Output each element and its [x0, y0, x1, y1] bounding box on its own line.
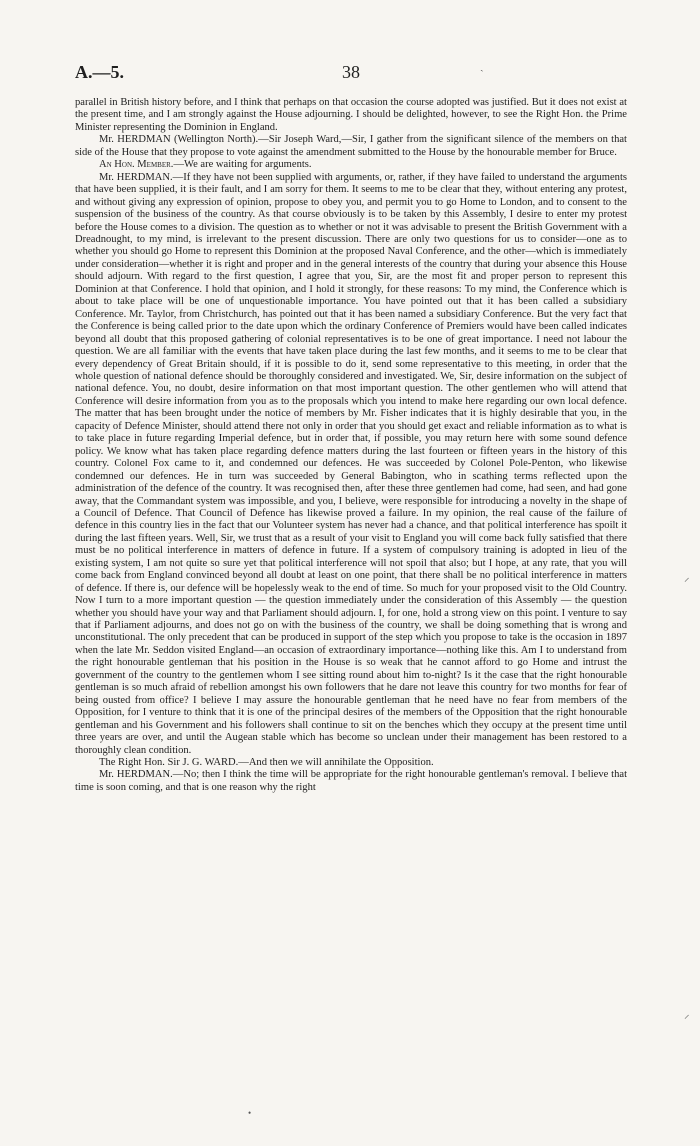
paragraph-text: parallel in British history before, and I think that perhaps on that occasion the course adopted was justified. But it does not exist at the present time, and I am strongly against the House adjourning. I should be delighted, however, to see the Right Hon. the Prime Minister representing the Dominion in England.	[75, 97, 627, 133]
speaker: Mr. HERDMAN (Wellington North).	[99, 134, 259, 146]
margin-mark: ˎ	[480, 60, 484, 72]
paragraph	[75, 757, 627, 769]
paragraph	[75, 769, 627, 794]
page-header	[0, 62, 700, 86]
paragraph-text: —We are waiting for arguments.	[173, 159, 312, 171]
speaker: An Hon. Member.	[99, 159, 174, 171]
paragraph-text: —No; then I think the time will be appropriate for the right honourable gentleman's removal. I believe that time is soon coming, and that is one reason why the right	[75, 769, 627, 793]
document-body	[75, 97, 627, 794]
ink-dot: •	[248, 1108, 252, 1118]
paper-reference: A.—5.	[75, 62, 124, 82]
speaker: Mr. HERDMAN.	[99, 769, 173, 781]
paragraph	[75, 134, 627, 159]
paragraph	[75, 172, 627, 757]
margin-mark: ⸝	[684, 572, 690, 584]
speaker: Mr. HERDMAN.	[99, 171, 173, 183]
speaker: The Right Hon. Sir J. G. WARD.	[99, 757, 239, 769]
paragraph	[75, 97, 627, 134]
paragraph-text: —Sir Joseph Ward,—Sir, I gather from the significant silence of the members on that side of the House that they propose to vote against the amendment submitted to the House by the honourable member for Bruce.	[75, 134, 627, 158]
page-number: 38	[342, 62, 360, 82]
paragraph-text: —If they have not been supplied with arguments, or, rather, if they have failed to understand the arguments that have been supplied, it is their fault, and I am sorry for them. It seems to me to be clear that they, without entering any protest, and without giving any expression of opinion, propose to obey you, and permit you to go Home to London, and to consent to the suspension of the business of the country. As that course obviously is to be taken by this Assembly, I desire to enter my protest before the House comes to a division. The question as to whether or not it was advisable to present the British Government with a Dreadnought, to my mind, is irrelevant to the present discussion. There are only two questions for us to consider—one as to whether you should go Home to represent this Dominion at the proposed Naval Conference, and the other—which is immediately under consideration—whether it is right and proper and in the general interests of the country that during your absence this House should adjourn. With regard to the first question, I agree that you, Sir, are the most fit and proper person to represent this Dominion at that Conference. I hold that opinion, and I hold it strongly, for these reasons: To my mind, the Conference which is about to take place will be one of unquestionable importance. You have pointed out that it has been called a subsidiary Conference. Mr. Taylor, from Christchurch, has pointed out that it has been named a subsidiary Conference. But the very fact that the Conference is being called prior to the date upon which the ordinary Conference of Premiers would have been called indicates beyond all doubt that this proposed gathering of colonial representatives is to be one of great importance. I need not labour the question. We are all familiar with the events that have taken place during the last few months, and it seems to me to be clear that every dependency of Great Britain should, if it is possible to do it, send some representative to this meeting, in order that the whole question of national defence should be thoroughly considered and investigated. We, Sir, desire information on the subject of national defence. You, no doubt, desire information on that most important question. The other gentlemen who will attend that Conference will desire information from you as to the proposals which you intend to make here regarding our own local defence. The matter that has been brought under the notice of members by Mr. Fisher indicates that it is highly desirable that you, in the capacity of Defence Minister, should attend there not only in order that you should get exact and reliable information as to what is to take place in future regarding Imperial defence, but in order that, if possible, you may return here with some sound defence policy. We know what has taken place regarding defence matters during the last fourteen or fifteen years in the history of this country. Colonel Fox came to it, and condemned our defences. He was succeeded by Colonel Pole-Penton, who likewise condemned our defences. He in turn was succeeded by General Babington, who in scathing terms reflected upon the administration of the defence of the country. It was recognised then, after these three gentlemen had come, had seen, and had gone away, that the Commandant system was impossible, and you, I believe, were responsible for introducing a novelty in the shape of a Council of Defence. That Council of Defence has likewise proved a failure. In my opinion, the real cause of the failure of defence in this country lies in the fact that our Volunteer system has never had a chance, and that political interference has spoilt it during the last fifteen years. Well, Sir, we trust that as a result of your visit to England you will come back fully satisfied that there must be no political interference in matters of defence in future. If a system of compulsory training is adopted in lieu of the existing system, I am not quite so sure yet that political interference will not spoil that also; but I hope, at any rate, that you will come back from England convinced beyond all doubt at least on one point, that there shall be no political interference in matters of defence. If there is, our defence will be hopelessly weak to the end of time. So much for your proposed visit to the Old Country. Now I turn to a more important question — the question immediately under the consideration of this Assembly — the question whether you should have your way and that Parliament should adjourn. I, for one, hold a strong view on this point. I venture to say that if Parliament adjourns, and does not go on with the business of the country, we shall be doing something that is wrong and unconstitutional. The only precedent that can be produced in support of the step which you propose to take is the occasion in 1897 when the late Mr. Seddon visited England—an occasion of extraordinary importance—nothing like this. Am I to understand from the right honourable gentleman that his position in the House is so weak that he cannot afford to go Home and intrust the government of the country to the gentlemen whom I see sitting round about him to-night? Is it the case that the right honourable gentleman is so much afraid of rebellion amongst his own followers that he dare not leave this country for two months for fear of being ousted from office? I believe I may assure the honourable gentleman that he need have no fear from members of the Opposition, for I venture to think that it is one of the principal desires of the members of the Opposition that the right honourable gentleman and his Government and his followers shall continue to sit on the benches which they occupy at the present time until three years are over, and until the Augean stable which has become so unclean under their management has been restored to a thoroughly clean condition.	[75, 171, 627, 756]
paragraph-text: —And then we will annihilate the Opposition.	[238, 757, 434, 769]
paragraph	[75, 159, 627, 171]
margin-mark: ⸝	[684, 1009, 690, 1021]
